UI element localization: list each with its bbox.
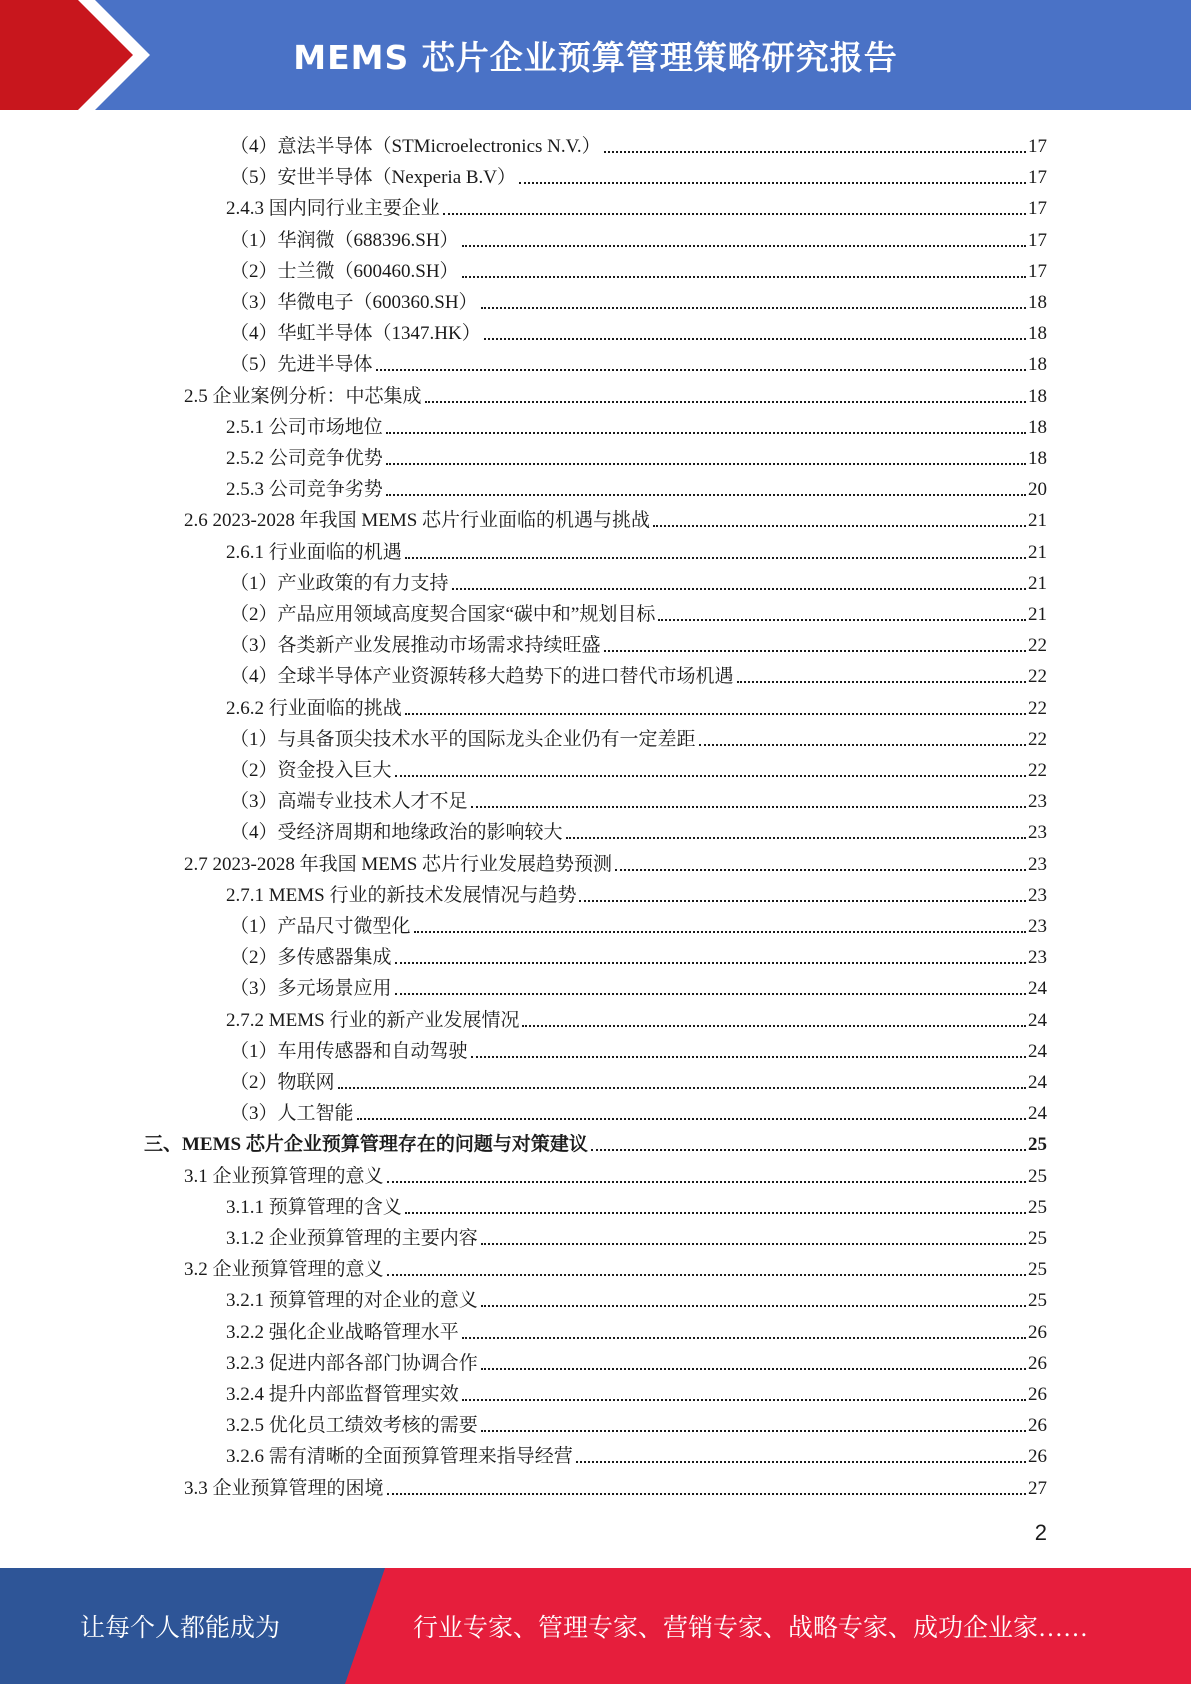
toc-entry-page: 24 xyxy=(1028,978,1047,1000)
toc-entry[interactable] xyxy=(226,1376,1047,1407)
toc-entry[interactable] xyxy=(184,846,1047,877)
toc-entry-page: 26 xyxy=(1028,1446,1047,1468)
toc-entry-page: 26 xyxy=(1028,1415,1047,1437)
toc-entry[interactable] xyxy=(230,627,1047,658)
toc-dot-leader xyxy=(452,588,1026,590)
toc-dot-leader xyxy=(566,837,1026,839)
toc-entry[interactable] xyxy=(184,378,1047,409)
toc-dot-leader xyxy=(386,494,1026,496)
toc-entry[interactable] xyxy=(144,1126,1047,1157)
toc-entry-page: 23 xyxy=(1028,791,1047,813)
toc-entry-page: 17 xyxy=(1028,229,1047,251)
toc-entry-page: 21 xyxy=(1028,541,1047,563)
toc-entry[interactable] xyxy=(230,596,1047,627)
toc-dot-leader xyxy=(481,307,1026,309)
toc-entry-title: 3.1.1 预算管理的含义 xyxy=(226,1196,402,1218)
toc-entry[interactable] xyxy=(230,284,1047,315)
toc-entry[interactable] xyxy=(226,690,1047,721)
toc-entry-page: 18 xyxy=(1028,385,1047,407)
toc-entry-title: （2）资金投入巨大 xyxy=(230,760,392,781)
toc-dot-leader xyxy=(405,713,1026,715)
toc-entry-title: （3）高端专业技术人才不足 xyxy=(230,791,468,813)
toc-entry[interactable] xyxy=(184,1158,1047,1189)
toc-entry-page: 26 xyxy=(1028,1321,1047,1343)
toc-entry-page: 17 xyxy=(1028,198,1047,220)
toc-entry[interactable] xyxy=(230,128,1047,159)
toc-dot-leader xyxy=(699,744,1026,746)
toc-entry-title: （4）华虹半导体（1347.HK） xyxy=(230,323,481,345)
toc-entry-page: 22 xyxy=(1028,635,1047,657)
toc-entry-title: 3.3 企业预算管理的困境 xyxy=(184,1477,384,1499)
toc-entry-title: （5）先进半导体 xyxy=(230,354,373,376)
toc-entry[interactable] xyxy=(226,1002,1047,1033)
toc-entry[interactable] xyxy=(226,1345,1047,1376)
toc-entry-title: 2.5 企业案例分析：中芯集成 xyxy=(184,385,422,407)
toc-entry-page: 26 xyxy=(1028,1384,1047,1405)
toc-dot-leader xyxy=(471,1056,1026,1058)
report-title: MEMS 芯片企业预算管理策略研究报告 xyxy=(293,37,898,77)
toc-entry-title: （3）多元场景应用 xyxy=(230,978,392,1000)
toc-entry[interactable] xyxy=(184,1251,1047,1282)
toc-dot-leader xyxy=(462,276,1026,278)
toc-dot-leader xyxy=(481,1243,1026,1245)
toc-entry-page: 24 xyxy=(1028,1072,1047,1093)
toc-dot-leader xyxy=(387,1274,1026,1276)
toc-entry-page: 22 xyxy=(1028,728,1047,750)
toc-entry[interactable] xyxy=(230,1095,1047,1126)
toc-entry-page: 25 xyxy=(1028,1196,1047,1218)
toc-entry-page: 18 xyxy=(1028,323,1047,345)
toc-entry-page: 23 xyxy=(1028,853,1047,875)
toc-entry[interactable] xyxy=(226,409,1047,440)
toc-entry-title: 3.1 企业预算管理的意义 xyxy=(184,1165,384,1187)
toc-entry-title: （4）意法半导体（STMicroelectronics N.V.） xyxy=(230,136,601,157)
toc-entry-title: 2.7.2 MEMS 行业的新产业发展情况 xyxy=(226,1009,520,1031)
toc-entry[interactable] xyxy=(226,877,1047,908)
toc-dot-leader xyxy=(405,1212,1026,1214)
toc-dot-leader xyxy=(481,1430,1026,1432)
toc-entry-title: 2.6.1 行业面临的机遇 xyxy=(226,541,402,563)
toc-dot-leader xyxy=(579,900,1026,902)
toc-entry[interactable] xyxy=(226,1438,1047,1469)
toc-entry-title: 2.7.1 MEMS 行业的新技术发展情况与趋势 xyxy=(226,884,577,906)
toc-entry-page: 18 xyxy=(1028,448,1047,469)
toc-entry-title: 3.2.2 强化企业战略管理水平 xyxy=(226,1321,459,1343)
toc-entry-title: （3）华微电子（600360.SH） xyxy=(230,292,478,313)
toc-dot-leader xyxy=(591,1149,1026,1151)
toc-entry-title: 2.6 2023-2028 年我国 MEMS 芯片行业面临的机遇与挑战 xyxy=(184,510,651,532)
toc-entry-page: 17 xyxy=(1028,260,1047,282)
toc-dot-leader xyxy=(462,1399,1026,1401)
toc-entry[interactable] xyxy=(226,1407,1047,1438)
toc-entry-title: （2）多传感器集成 xyxy=(230,947,392,969)
toc-dot-leader xyxy=(462,245,1026,247)
toc-entry-page: 17 xyxy=(1028,167,1047,189)
toc-entry-page: 25 xyxy=(1028,1290,1047,1312)
toc-entry-page: 24 xyxy=(1028,1103,1047,1125)
toc-entry-page: 18 xyxy=(1028,354,1047,376)
toc-entry-title: 3.2 企业预算管理的意义 xyxy=(184,1259,384,1281)
toc-entry-title: （3）人工智能 xyxy=(230,1103,354,1125)
toc-entry[interactable] xyxy=(230,346,1047,377)
toc-entry[interactable] xyxy=(226,190,1047,221)
toc-dot-leader xyxy=(443,213,1026,215)
toc-entry-page: 23 xyxy=(1028,947,1047,969)
toc-dot-leader xyxy=(376,369,1026,371)
toc-dot-leader xyxy=(387,1493,1026,1495)
page-number: 2 xyxy=(1034,1520,1047,1545)
toc-entry-title: 3.2.3 促进内部各部门协调合作 xyxy=(226,1352,478,1374)
toc-entry[interactable] xyxy=(230,159,1047,190)
toc-entry[interactable] xyxy=(226,1189,1047,1220)
toc-dot-leader xyxy=(519,182,1026,184)
toc-entry-title: （1）产品尺寸微型化 xyxy=(230,916,411,937)
toc-entry[interactable] xyxy=(230,814,1047,845)
toc-entry-title: （1）车用传感器和自动驾驶 xyxy=(230,1040,468,1062)
toc-entry-title: 3.2.4 提升内部监督管理实效 xyxy=(226,1384,459,1405)
toc-entry-title: 3.2.6 需有清晰的全面预算管理来指导经营 xyxy=(226,1446,573,1468)
toc-entry[interactable] xyxy=(226,471,1047,502)
toc-entry-title: （1）华润微（688396.SH） xyxy=(230,229,459,251)
toc-dot-leader xyxy=(405,557,1026,559)
toc-entry[interactable] xyxy=(230,222,1047,253)
toc-entry-page: 25 xyxy=(1028,1134,1047,1156)
toc-entry-page: 25 xyxy=(1028,1259,1047,1281)
toc-entry-page: 23 xyxy=(1028,822,1047,844)
toc-dot-leader xyxy=(576,1461,1026,1463)
toc-dot-leader xyxy=(387,1181,1026,1183)
toc-dot-leader xyxy=(481,1368,1026,1370)
toc-entry-title: 2.6.2 行业面临的挑战 xyxy=(226,697,402,719)
toc-entry[interactable] xyxy=(230,565,1047,596)
toc-entry-page: 22 xyxy=(1028,760,1047,781)
toc-entry-page: 20 xyxy=(1028,479,1047,501)
header-arrow-icon xyxy=(0,0,160,110)
toc-entry-page: 23 xyxy=(1028,916,1047,937)
toc-entry-title: 2.5.3 公司竞争劣势 xyxy=(226,479,383,501)
toc-entry-page: 24 xyxy=(1028,1040,1047,1062)
toc-entry-page: 18 xyxy=(1028,292,1047,313)
toc-entry[interactable] xyxy=(230,253,1047,284)
toc-entry[interactable] xyxy=(230,908,1047,939)
toc-dot-leader xyxy=(462,1337,1026,1339)
toc-entry-page: 18 xyxy=(1028,416,1047,438)
toc-entry-page: 21 xyxy=(1028,604,1047,625)
toc-entry-title: （5）安世半导体（Nexperia B.V） xyxy=(230,167,517,189)
toc-entry[interactable] xyxy=(230,752,1047,783)
toc-dot-leader xyxy=(395,775,1026,777)
toc-dot-leader xyxy=(481,1305,1026,1307)
toc-entry-title: 3.2.5 优化员工绩效考核的需要 xyxy=(226,1415,478,1437)
toc-entry[interactable] xyxy=(230,721,1047,752)
toc-entry[interactable] xyxy=(230,1033,1047,1064)
toc-dot-leader xyxy=(386,432,1026,434)
toc-entry[interactable] xyxy=(226,440,1047,471)
toc-entry[interactable] xyxy=(226,534,1047,565)
toc-entry-page: 25 xyxy=(1028,1228,1047,1249)
toc-entry[interactable] xyxy=(230,1064,1047,1095)
toc-dot-leader xyxy=(414,931,1026,933)
page-header xyxy=(0,0,1191,110)
toc-entry-page: 24 xyxy=(1028,1009,1047,1031)
toc-dot-leader xyxy=(604,151,1026,153)
page-footer xyxy=(0,1568,1191,1684)
toc-entry-title: （4）全球半导体产业资源转移大趋势下的进口替代市场机遇 xyxy=(230,666,734,688)
toc-entry-page: 17 xyxy=(1028,136,1047,157)
toc-entry-page: 27 xyxy=(1028,1477,1047,1499)
toc-entry[interactable] xyxy=(230,970,1047,1001)
toc-entry[interactable] xyxy=(230,783,1047,814)
toc-dot-leader xyxy=(386,463,1026,465)
toc-entry-title: 2.4.3 国内同行业主要企业 xyxy=(226,198,440,220)
toc-dot-leader xyxy=(658,619,1026,621)
toc-dot-leader xyxy=(522,1025,1026,1027)
toc-entry-title: （2）物联网 xyxy=(230,1072,335,1093)
toc-entry-page: 22 xyxy=(1028,666,1047,688)
toc-dot-leader xyxy=(615,869,1026,871)
toc-entry-page: 25 xyxy=(1028,1165,1047,1187)
toc-entry-title: （4）受经济周期和地缘政治的影响较大 xyxy=(230,822,563,844)
toc-entry[interactable] xyxy=(184,1470,1047,1501)
toc-entry-page: 23 xyxy=(1028,884,1047,906)
toc-dot-leader xyxy=(737,681,1026,683)
toc-entry[interactable] xyxy=(226,1220,1047,1251)
toc-entry-title: 3.2.1 预算管理的对企业的意义 xyxy=(226,1290,478,1312)
toc-dot-leader xyxy=(338,1087,1026,1089)
toc-entry-page: 22 xyxy=(1028,697,1047,719)
toc-entry-title: （1）产业政策的有力支持 xyxy=(230,572,449,594)
toc-dot-leader xyxy=(653,525,1026,527)
footer-slogan-right: 行业专家、管理专家、营销专家、战略专家、成功企业家…… xyxy=(412,1615,1088,1642)
toc-entry-title: 2.5.1 公司市场地位 xyxy=(226,416,383,438)
toc-entry-title: 2.7 2023-2028 年我国 MEMS 芯片行业发展趋势预测 xyxy=(184,853,613,875)
toc-dot-leader xyxy=(471,806,1026,808)
toc-entry[interactable] xyxy=(226,1282,1047,1313)
toc-entry-page: 21 xyxy=(1028,510,1047,532)
toc-entry-title: （1）与具备顶尖技术水平的国际龙头企业仍有一定差距 xyxy=(230,728,696,750)
toc-entry[interactable] xyxy=(230,315,1047,346)
toc-entry-title: 2.5.2 公司竞争优势 xyxy=(226,448,383,469)
toc-entry[interactable] xyxy=(226,1314,1047,1345)
toc-dot-leader xyxy=(395,993,1026,995)
toc-dot-leader xyxy=(604,650,1026,652)
toc-entry[interactable] xyxy=(184,502,1047,533)
footer-slogan-left: 让每个人都能成为 xyxy=(79,1615,280,1642)
toc-dot-leader xyxy=(484,338,1026,340)
toc-entry[interactable] xyxy=(230,939,1047,970)
toc-dot-leader xyxy=(395,962,1026,964)
toc-dot-leader xyxy=(425,401,1026,403)
toc-entry-title: （2）产品应用领域高度契合国家“碳中和”规划目标 xyxy=(230,604,656,625)
toc-entry-page: 21 xyxy=(1028,572,1047,594)
toc-entry-title: 3.1.2 企业预算管理的主要内容 xyxy=(226,1228,478,1249)
toc-entry-title: （2）士兰微（600460.SH） xyxy=(230,260,459,282)
toc-entry-title: （3）各类新产业发展推动市场需求持续旺盛 xyxy=(230,635,601,657)
toc-entry[interactable] xyxy=(230,658,1047,689)
toc-dot-leader xyxy=(357,1118,1026,1120)
toc-entry-page: 26 xyxy=(1028,1352,1047,1374)
toc-entry-title: 三、MEMS 芯片企业预算管理存在的问题与对策建议 xyxy=(144,1134,588,1156)
